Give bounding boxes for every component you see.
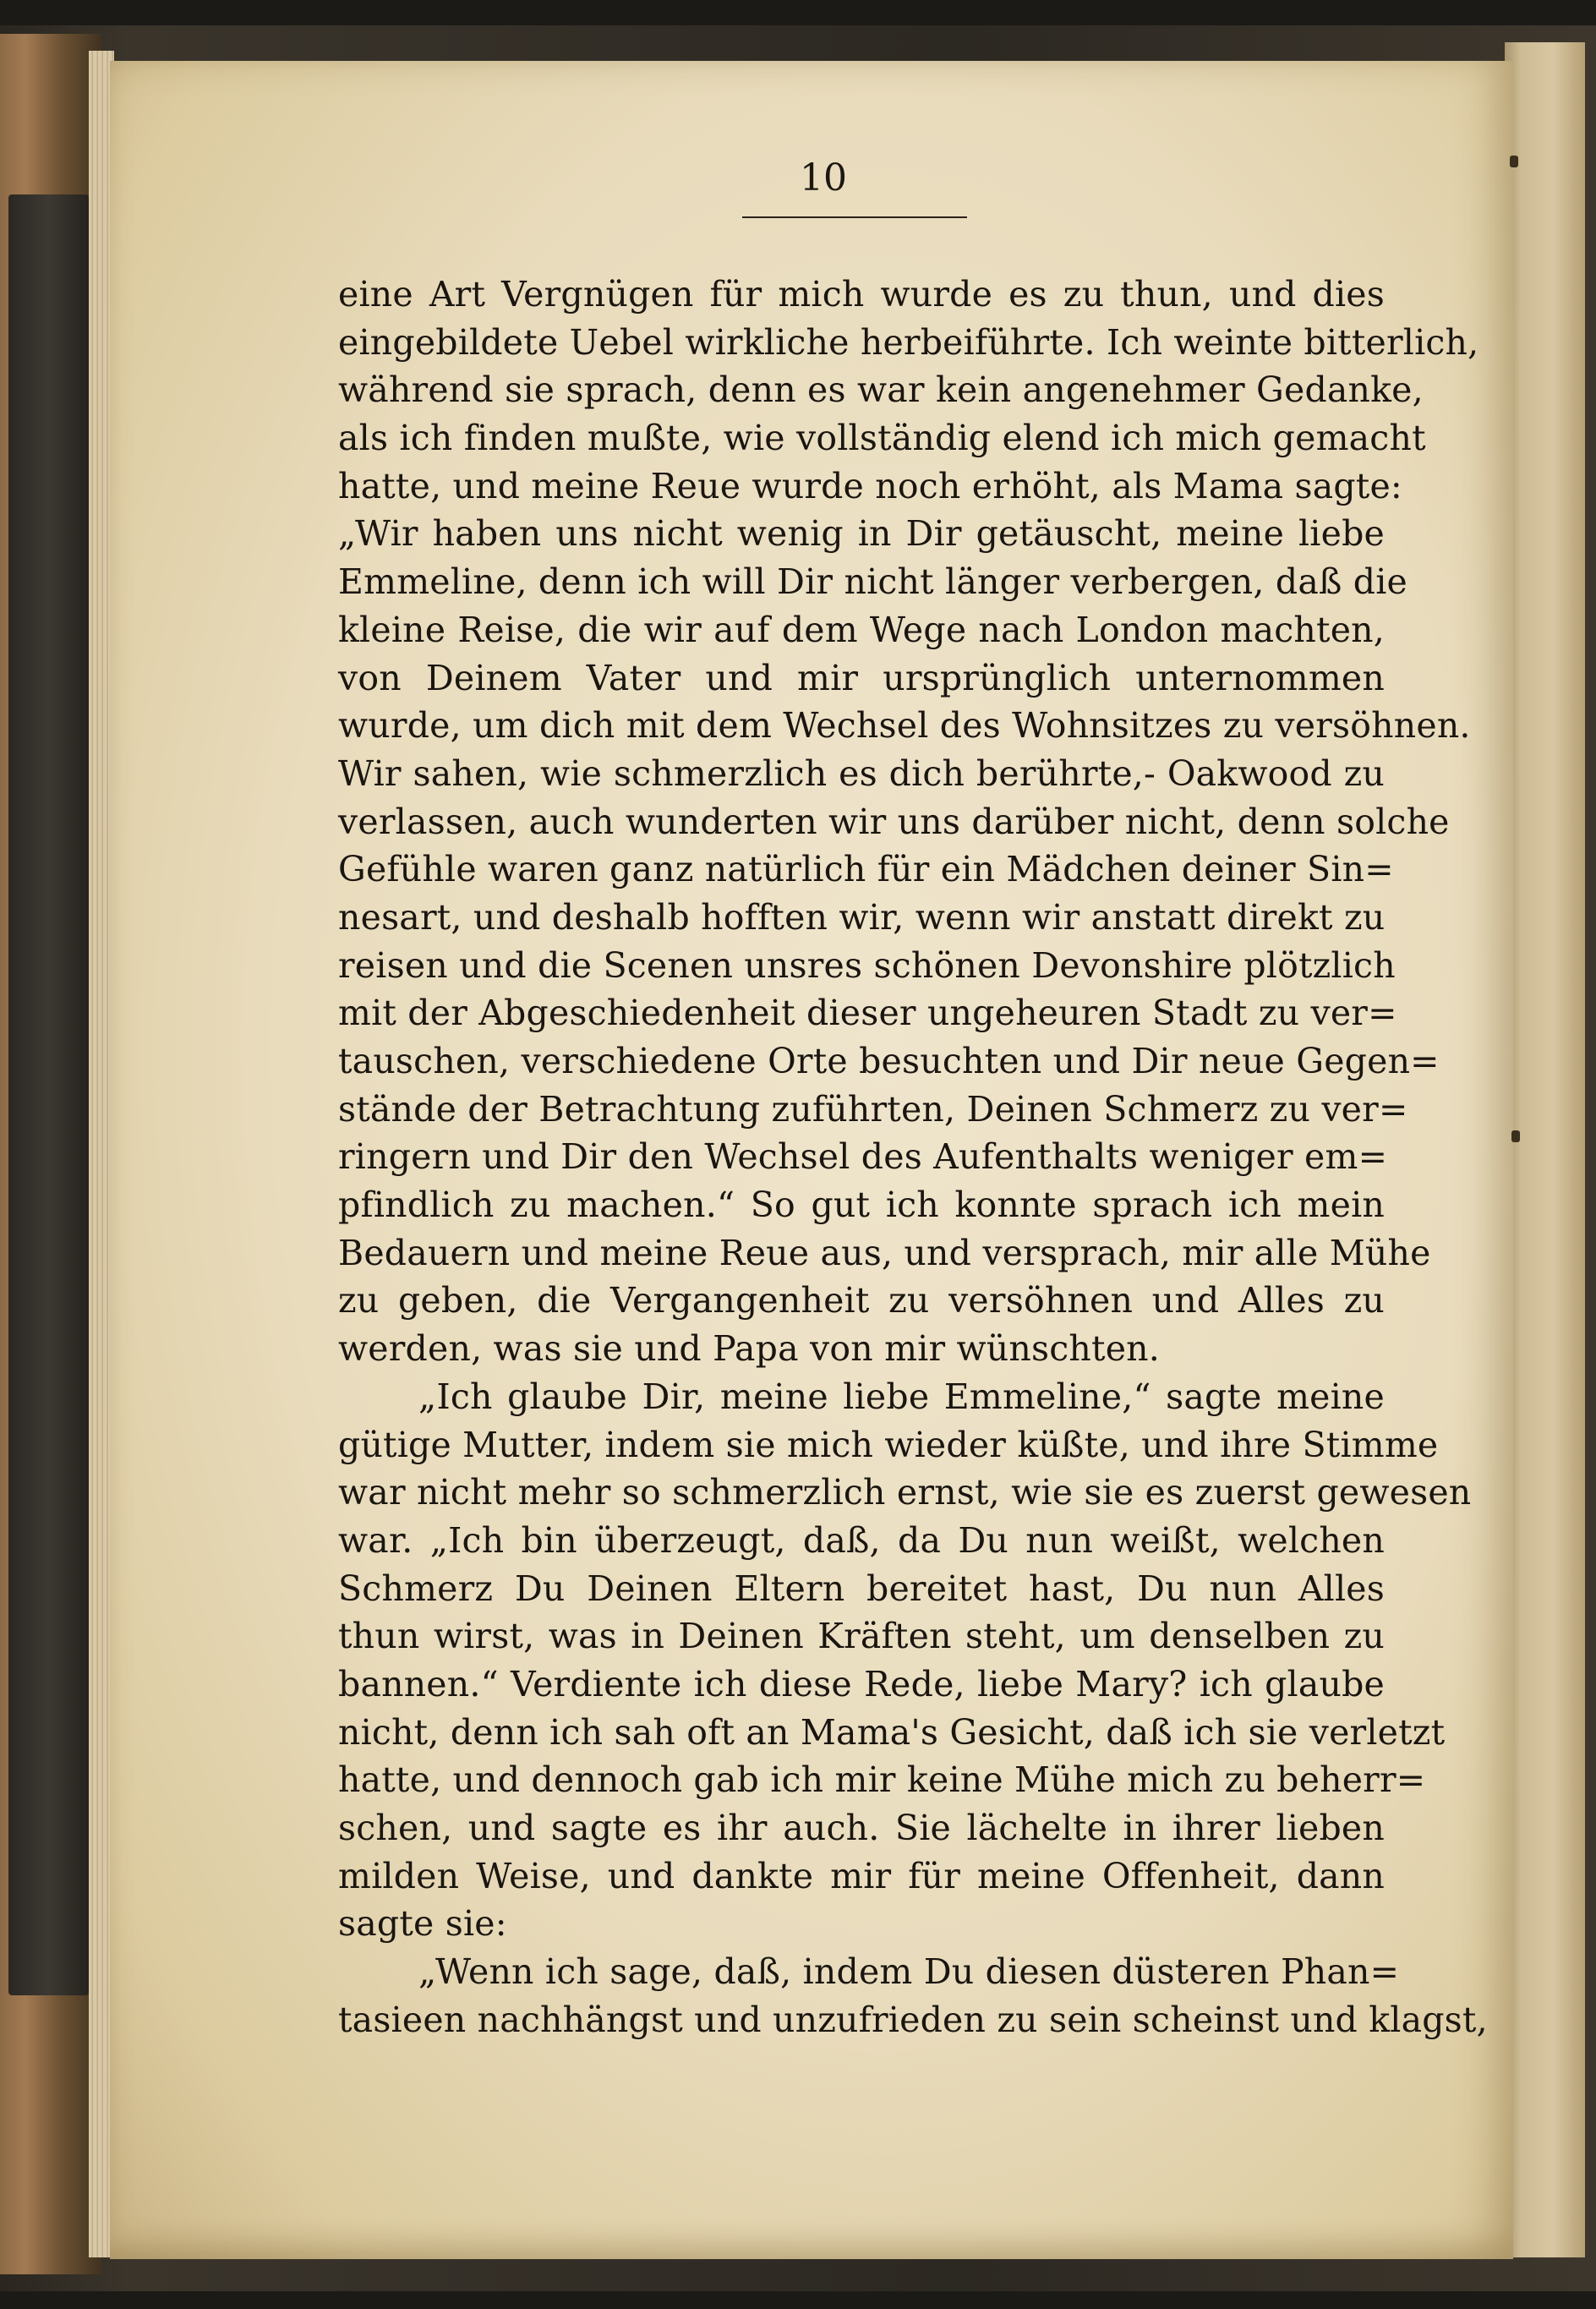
text-line: Emmeline, denn ich will Dir nicht länger verbergen, daß die xyxy=(338,561,1408,603)
text-line: nicht, denn ich sah oft an Mama's Gesicht, daß ich sie verletzt xyxy=(338,1711,1446,1753)
text-line: schen, und sagte es ihr auch. Sie lächelte in ihrer lieben xyxy=(338,1808,1385,1848)
text-line: zu geben, die Vergangenheit zu versöhnen und Alles zu xyxy=(338,1280,1385,1321)
text-line: milden Weise, und dankte mir für meine Offenheit, dann xyxy=(338,1855,1385,1896)
text-line: „Wenn ich sage, daß, indem Du diesen düsteren Phan= xyxy=(418,1951,1400,1993)
text-line: thun wirst, was in Deinen Kräften steht, um denselben zu xyxy=(338,1616,1385,1657)
page-blemish xyxy=(1511,1130,1520,1142)
text-line: Wir sahen, wie schmerzlich es dich berührte,- Oakwood zu xyxy=(338,752,1385,794)
text-line: pfindlich zu machen.“ So gut ich konnte sprach ich mein xyxy=(338,1185,1385,1226)
text-line: „Wir haben uns nicht wenig in Dir getäuscht, meine liebe xyxy=(338,513,1385,555)
text-line: von Deinem Vater und mir ursprünglich unternommen xyxy=(338,657,1385,698)
text-line: werden, was sie und Papa von mir wünschten. xyxy=(338,1328,1160,1370)
text-line: hatte, und dennoch gab ich mir keine Mühe mich zu beherr= xyxy=(338,1759,1426,1801)
text-line: Schmerz Du Deinen Eltern bereitet hast, Du nun Alles xyxy=(338,1568,1385,1609)
next-page-edge xyxy=(1505,42,1585,2257)
book-spine-cloth xyxy=(8,194,89,1995)
text-line: Bedauern und meine Reue aus, und versprach, mir alle Mühe xyxy=(338,1232,1431,1273)
page-number: 10 xyxy=(800,156,847,200)
text-line: als ich finden mußte, wie vollständig elend ich mich gemacht xyxy=(338,418,1426,459)
text-line: während sie sprach, denn es war kein angenehmer Gedanke, xyxy=(338,369,1424,411)
body-text xyxy=(338,271,1488,2044)
text-line: „Ich glaube Dir, meine liebe Emmeline,“ sagte meine xyxy=(418,1376,1385,1417)
text-line: tauschen, verschiedene Orte besuchten und Dir neue Gegen= xyxy=(338,1041,1440,1081)
text-line: eingebildete Uebel wirkliche herbeiführte. Ich weinte bitterlich, xyxy=(338,321,1479,363)
text-line: kleine Reise, die wir auf dem Wege nach London machten, xyxy=(338,609,1385,650)
text-line: sagte sie: xyxy=(338,1903,507,1945)
text-line: nesart, und deshalb hofften wir, wenn wir anstatt direkt zu xyxy=(338,896,1386,938)
text-line: war. „Ich bin überzeugt, daß, da Du nun weißt, welchen xyxy=(338,1519,1385,1561)
text-line: wurde, um dich mit dem Wechsel des Wohnsitzes zu versöhnen. xyxy=(338,705,1471,747)
text-line: war nicht mehr so schmerzlich ernst, wie sie es zuerst gewesen xyxy=(338,1472,1472,1513)
text-line: reisen und die Scenen unsres schönen Devonshire plötzlich xyxy=(338,944,1396,986)
header-rule xyxy=(742,216,967,218)
text-line: mit der Abgeschiedenheit dieser ungeheuren Stadt zu ver= xyxy=(338,993,1397,1034)
text-line: eine Art Vergnügen für mich wurde es zu thun, und dies xyxy=(338,274,1385,315)
text-line: bannen.“ Verdiente ich diese Rede, liebe Mary? ich glaube xyxy=(338,1663,1385,1704)
text-line: verlassen, auch wunderten wir uns darüber nicht, denn solche xyxy=(338,801,1450,842)
text-line: tasieen nachhängst und unzufrieden zu sein scheinst und klagst, xyxy=(338,1999,1488,2040)
text-line: stände der Betrachtung zuführten, Deinen Schmerz zu ver= xyxy=(338,1088,1408,1130)
text-line: ringern und Dir den Wechsel des Aufenthalts weniger em= xyxy=(338,1136,1388,1178)
text-line: gütige Mutter, indem sie mich wieder küßte, und ihre Stimme xyxy=(338,1424,1439,1465)
text-line: hatte, und meine Reue wurde noch erhöht, als Mama sagte: xyxy=(338,465,1402,506)
text-line: Gefühle waren ganz natürlich für ein Mädchen deiner Sin= xyxy=(338,849,1394,890)
